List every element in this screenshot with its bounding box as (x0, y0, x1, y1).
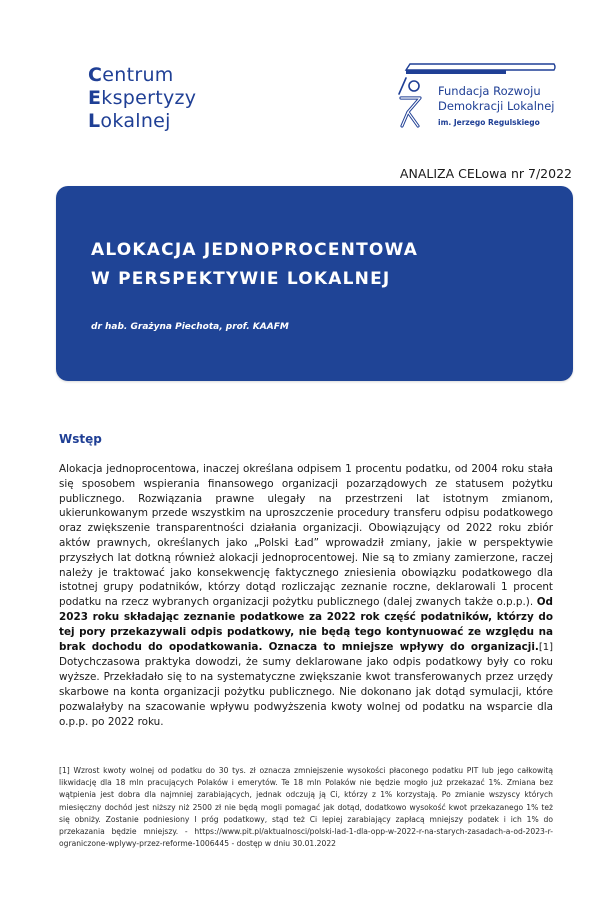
author: dr hab. Grażyna Piechota, prof. KAAFM (91, 322, 289, 332)
paragraph-text-part2: Dotychczasowa praktyka dowodzi, że sumy deklarowane jako odpis podatkowy były co roku wyższe. Przekładało się to na systematyczne zwiększanie kwot transferowanych przez urzędy skarbowe na konta organizacji pożytku publicznego. Nie dokonano jak dotąd symulacji, które pozwalałyby na szacowanie wpływu podwyższenia kwoty wolnej od podatku na wsparcie dla o.p.p. po 2022 roku. (59, 656, 553, 728)
body-paragraph (59, 462, 553, 729)
logo-line-3: Lokalnej (88, 110, 171, 132)
logo-line-1: Centrum (88, 64, 174, 86)
footnote-reference-link[interactable]: [1] (538, 641, 553, 653)
logo-line-2: Ekspertyzy (88, 87, 197, 109)
document-title: ALOKACJA JEDNOPROCENTOWA W PERSPEKTYWIE LOKALNEJ (91, 240, 419, 289)
logo-fundacja-rozwoju-demokracji-lokalnej (392, 60, 592, 140)
series-label: ANALIZA CELowa nr 7/2022 (399, 166, 572, 181)
paragraph-bold-text: Od 2023 roku składając zeznanie podatkowe za 2022 rok część podatników, którzy do tej pory przekazywali odpis podatkowy, nie będą tego kontynuować ze względu na brak dochodu do opodatkowania. Oznacza to mniejsze wpływy do organizacji. (59, 596, 553, 653)
logo-centrum-ekspertyzy-lokalnej (88, 64, 196, 133)
title-box (56, 186, 573, 381)
foundation-name: Fundacja Rozwoju Demokracji Lokalnej (438, 84, 555, 113)
footnote: [1] Wzrost kwoty wolnej od podatku do 30 tys. zł oznacza zmniejszenie wysokości płaconego podatku PIT lub jego całkowitą likwidację dla 18 mln pracujących Polaków i emerytów. Te 18 mln Polaków nie będzie mogło już przekazać 1%. Zmiana bez wątpienia jest dobra dla najmniej zarabiających, jednak odczują ją Ci, którzy z 1% korzystają. Po zmianie wszyscy których miesięczny dochód jest niższy niż 2500 zł nie będą mogli pomagać jak dotąd, dodatkowo wysokość kwot przekazanego 1% też się obniży. Zostanie podniesiony I próg podatkowy, stąd też Ci lepiej zarabiający zapłacą mniejszy podatek i ich 1% do przekazania będzie mniejszy. - https://www.pit.pl/aktualnosci/polski-lad-1-dla-opp-w-2022-r-na-starych-zasadach-a-od-2023-r-ograniczone-wplywy-przez-reforme-1006445 - dostęp w dniu 30.01.2022 (59, 766, 553, 849)
section-heading: Wstęp (59, 432, 102, 446)
foundation-patron: im. Jerzego Regulskiego (438, 118, 540, 127)
paragraph-text-part1: Alokacja jednoprocentowa, inaczej określana odpisem 1 procentu podatku, od 2004 roku stała się sposobem wspierania finansowego organizacji pozarządowych ze statusem pożytku publicznego. Rozwiązania prawne ulegały na przestrzeni lat istotnym zmianom, ukierunkowanym przede wszystkim na uproszczenie procedury transferu odpisu podatkowego oraz zwiększenie transparentności działania organizacji. Obowiązujący od 2022 roku zbiór aktów prawnych, określanych jako „Polski Ład” wprowadził zmiany, jakie w perspektywie przyszłych lat dotkną również alokacji jednoprocentowej. Nie są to zmiany zamierzone, raczej należy je traktować jako konsekwencję faktycznego zniesienia obowiązku podatkowego dla istotnej grupy podatników, którzy dotąd rozliczając zeznanie roczne, deklarowali 1 procent podatku na rzecz wybranych organizacji pożytku publicznego (dalej zwanych także o.p.p.). (59, 463, 553, 609)
